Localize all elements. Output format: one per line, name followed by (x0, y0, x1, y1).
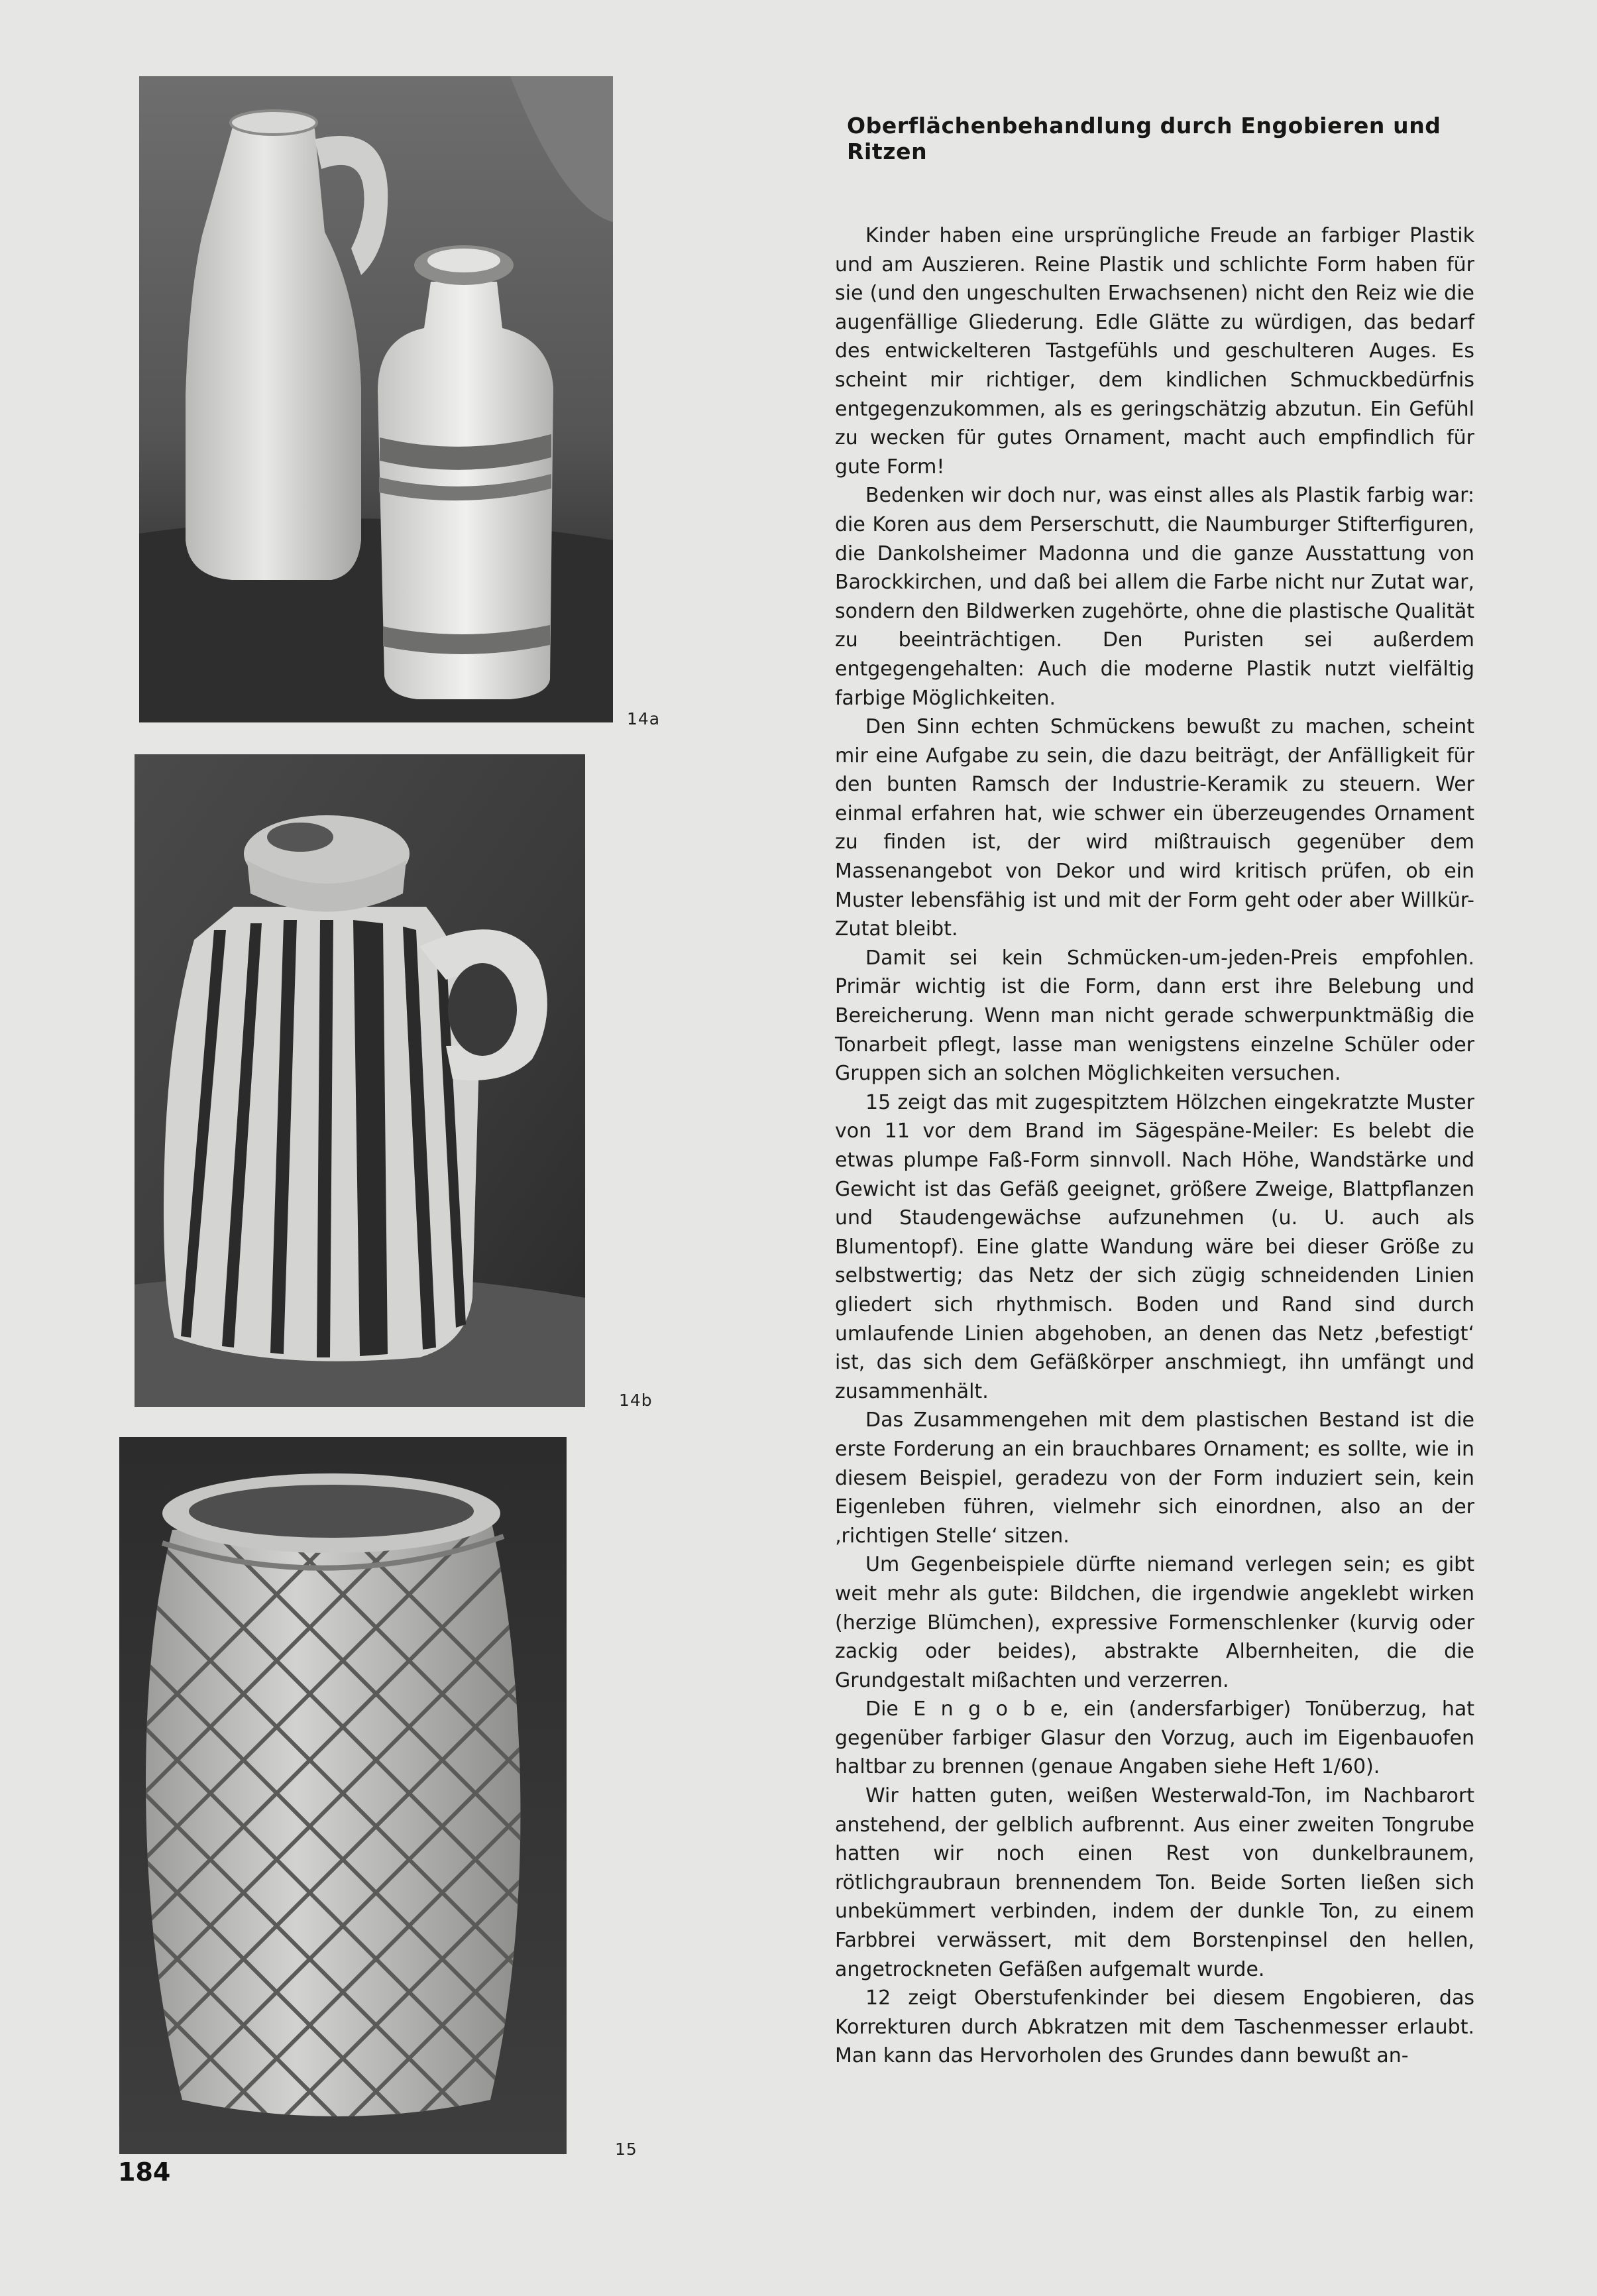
figure-caption-15: 15 (615, 2140, 637, 2159)
section-heading: Oberflächenbehandlung durch Engobieren und Ritzen (847, 113, 1441, 164)
photo-14a (139, 76, 613, 722)
figure-caption-14a: 14a (627, 709, 661, 728)
paragraph: Die E n g o b e, ein (andersfarbiger) Tonüberzug, hat gegenüber farbiger Glasur den Vorzug, auch im Eigenbauofen haltbar zu brennen (genaue Angaben siehe Heft 1/60). (835, 1697, 1474, 1779)
photo-15 (119, 1437, 567, 2154)
paragraph: Kinder haben eine ursprüngliche Freude an farbiger Plastik und am Auszieren. Reine Plastik und schlichte Form haben für sie (und den ungeschulten Erwachsenen) nicht den Reiz wie die augenfällige Gliederung. Edle Glätte zu würdigen, das bedarf des entwickelteren Tastgefühls und geschulteren Auges. Es scheint mir richtiger, dem kindlichen Schmuckbedürfnis entgegenzukommen, als es geringschätzig abzutun. Ein Gefühl zu wecken für gutes Ornament, macht auch empfindlich für gute Form! (835, 224, 1474, 479)
page-number: 184 (118, 2157, 171, 2187)
paragraph: Den Sinn echten Schmückens bewußt zu machen, scheint mir eine Aufgabe zu sein, die dazu beiträgt, der Anfälligkeit für den bunten Ramsch der Industrie-Keramik zu steuern. Wer einmal erfahren hat, wie schwer ein überzeugendes Ornament zu finden ist, der wird mißtrauisch gegenüber dem Massenangebot von Dekor und wird kritisch prüfen, ob ein Muster lebensfähig ist und mit der Form geht oder aber Willkür-Zutat bleibt. (835, 715, 1474, 941)
photo-14b (135, 754, 585, 1407)
paragraph: 12 zeigt Oberstufenkinder bei diesem Engobieren, das Korrekturen durch Abkratzen mit dem Taschenmesser erlaubt. Man kann das Hervorholen des Grundes dann bewußt an- (835, 1986, 1474, 2068)
paragraph: 15 zeigt das mit zugespitztem Hölzchen eingekratzte Muster von 11 vor dem Brand im Sägespäne-Meiler: Es belebt die etwas plumpe Faß-Form sinnvoll. Nach Höhe, Wandstärke und Gewicht ist das Gefäß geeignet, größere Zweige, Blattpflanzen und Staudengewächse aufzunehmen (u. U. auch als Blumentopf). Eine glatte Wandung wäre bei dieser Größe zu selbstwertig; das Netz der sich zügig schneidenden Linien gliedert sich rhythmisch. Boden und Rand sind durch umlaufende Linien abgehoben, an denen das Netz ‚befestigt‘ ist, das sich dem Gefäßkörper anschmiegt, ihn umfängt und zusammenhält. (835, 1090, 1474, 1403)
body-text (835, 221, 1474, 2071)
paragraph: Damit sei kein Schmücken-um-jeden-Preis empfohlen. Primär wichtig ist die Form, dann erst ihre Belebung und Bereicherung. Wenn man nicht gerade schwerpunktmäßig die Tonarbeit pflegt, lasse man wenigstens einzelne Schüler oder Gruppen sich an solchen Möglichkeiten versuchen. (835, 946, 1474, 1086)
paragraph: Das Zusammengehen mit dem plastischen Bestand ist die erste Forderung an ein brauchbares Ornament; es sollte, wie in diesem Beispiel, geradezu von der Form induziert sein, kein Eigenleben führen, vielmehr sich einordnen, also an der ‚richtigen Stelle‘ sitzen. (835, 1408, 1474, 1548)
figure-caption-14b: 14b (619, 1391, 653, 1410)
paragraph: Um Gegenbeispiele dürfte niemand verlegen sein; es gibt weit mehr als gute: Bildchen, die irgendwie angeklebt wirken (herzige Blümchen), expressive Formenschlenker (kurvig oder zackig oder beides), abstrakte Albernheiten, die die Grundgestalt mißachten und verzerren. (835, 1553, 1474, 1692)
paragraph: Bedenken wir doch nur, was einst alles als Plastik farbig war: die Koren aus dem Perserschutt, die Naumburger Stifterfiguren, die Dankolsheimer Madonna und die ganze Ausstattung von Barockkirchen, und daß bei allem die Farbe nicht nur Zutat war, sondern den Bildwerken zugehörte, ohne die plastische Qualität zu beeinträchtigen. Den Puristen sei außerdem entgegengehalten: Auch die moderne Plastik nutzt vielfältig farbige Möglichkeiten. (835, 484, 1474, 710)
paragraph: Wir hatten guten, weißen Westerwald-Ton, im Nachbarort anstehend, der gelblich aufbrennt. Aus einer zweiten Tongrube hatten wir noch einen Rest von dunkelbraunem, rötlichgraubraun brennendem Ton. Beide Sorten ließen sich unbekümmert verbinden, indem der dunkle Ton, zu einem Farbbrei verwässert, mit dem Borstenpinsel den hellen, angetrockneten Gefäßen aufgemalt wurde. (835, 1784, 1474, 1981)
